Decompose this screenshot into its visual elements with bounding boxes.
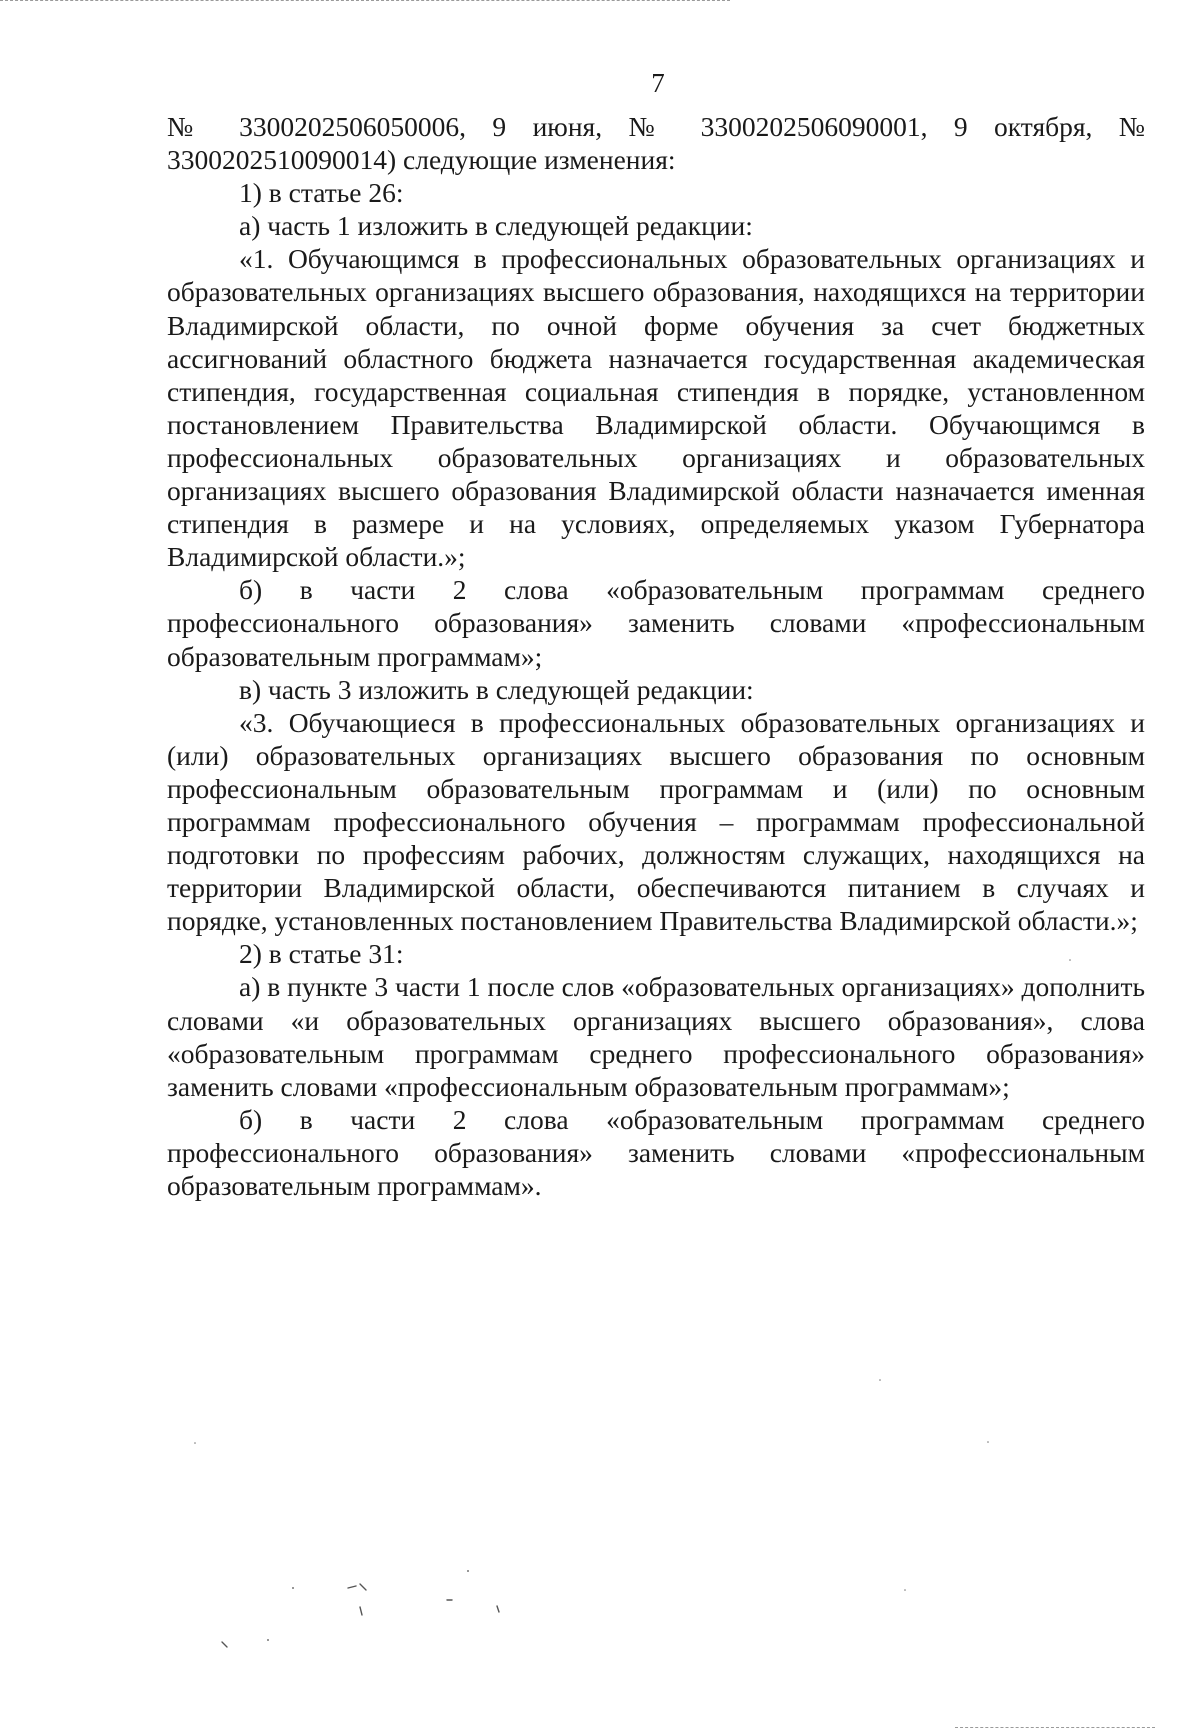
paragraph-subitem-b: б) в части 2 слова «образовательным программам среднего профессионального образования» заменить словами «профессиональным образовательным программам»; xyxy=(167,574,1145,672)
paragraph-subitem-b-article-31: б) в части 2 слова «образовательным программам среднего профессионального образования» заменить словами «профессиональным образовательным программам». xyxy=(167,1103,1145,1201)
paragraph-quote-part-3: «3. Обучающиеся в профессиональных образовательных организациях и (или) образовательных организациях высшего образования по основным профессиональным образовательным программам и (или) по основным программам профессионального обучения – программам профессиональной подготовки по профессиям рабочих, должностям служащих, находящихся на территории Владимирской области, обеспечиваются питанием в случаях и порядке, установленных постановлением Правительства Владимирской области.»; xyxy=(167,706,1145,937)
paragraph-subitem-v: в) часть 3 изложить в следующей редакции: xyxy=(239,673,754,705)
paragraph-item-1-article-26: 1) в статье 26: xyxy=(239,177,404,209)
paragraph-continuation: № 3300202506050006, 9 июня, № 3300202506090001, 9 октября, № 3300202510090014) следующие изменения: xyxy=(167,111,1145,176)
paragraph-subitem-a-article-31: а) в пункте 3 части 1 после слов «образовательных организациях» дополнить словами «и образовательных организациях высшего образования», слова «образовательным программам среднего профессионального образования» заменить словами «профессиональным образовательным программам»; xyxy=(167,971,1146,1102)
scan-bottom-edge xyxy=(955,1727,1155,1728)
paragraph-item-2-article-31: 2) в статье 31: xyxy=(239,938,404,970)
page-number: 7 xyxy=(651,68,665,98)
paragraph-quote-part-1: «1. Обучающимся в профессиональных образовательных организациях и образовательных организациях высшего образования, находящихся на территории Владимирской области, по очной форме обучения за счет бюджетных ассигнований областного бюджета назначается государственная академическая стипендия, государственная социальная стипендия в порядке, установленном постановлением Правительства Владимирской области. Обучающимся в профессиональных образовательных организациях и образовательных организациях высшего образования Владимирской области назначается именная стипендия в размере и на условиях, определяемых указом Губернатора Владимирской области.»; xyxy=(167,243,1145,573)
paragraph-subitem-a: а) часть 1 изложить в следующей редакции: xyxy=(239,210,753,242)
